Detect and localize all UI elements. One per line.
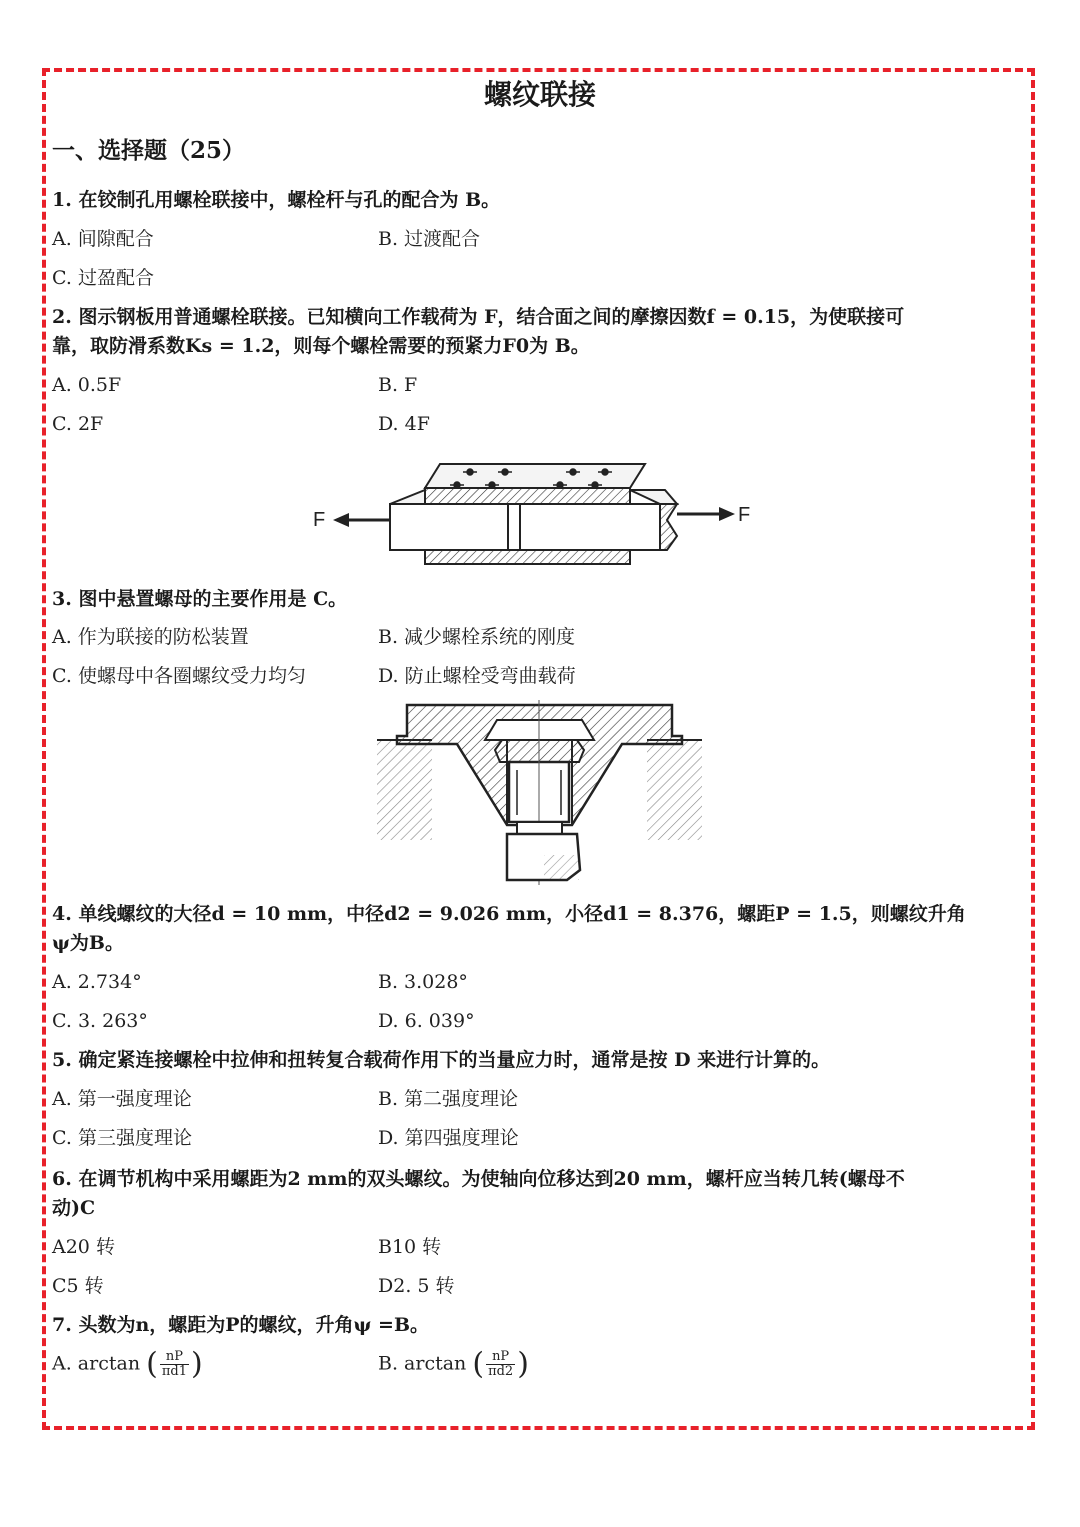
page-title: 螺纹联接 [483, 78, 596, 111]
question-3: 3. 图中悬置螺母的主要作用是 C。 [52, 588, 348, 610]
left-paren: ( [472, 1346, 485, 1382]
question-2-line-2: 靠，取防滑系数Ks = 1.2，则每个螺栓需要的预紧力F0为 B。 [52, 335, 590, 357]
q5-option-a: A. 第一强度理论 [52, 1088, 192, 1110]
q4-option-b: B. 3.028° [378, 971, 468, 993]
fraction-a-denominator: πd1 [161, 1364, 187, 1379]
q3-option-a: A. 作为联接的防松装置 [52, 626, 249, 648]
q3-option-b: B. 减少螺栓系统的刚度 [378, 626, 576, 648]
fraction-a-numerator: nP [160, 1350, 189, 1365]
q1-option-c: C. 过盈配合 [52, 267, 154, 289]
section-heading: 一、选择题（25） [52, 137, 246, 164]
force-label-left: F [313, 509, 326, 531]
fraction-b-denominator: πd2 [488, 1364, 514, 1379]
q6-option-a: A20 转 [52, 1236, 115, 1258]
bolted-plates-figure [305, 450, 765, 575]
q2-option-d: D. 4F [378, 413, 430, 435]
question-6-line-2: 动)C [52, 1197, 96, 1219]
q3-option-d: D. 防止螺栓受弯曲载荷 [378, 665, 576, 687]
suspended-nut-figure [372, 700, 707, 885]
fraction-b [486, 1350, 515, 1379]
fraction-b-numerator: nP [486, 1350, 515, 1365]
q6-option-b: B10 转 [378, 1236, 442, 1258]
question-2-line-1: 2. 图示钢板用普通螺栓联接。已知横向工作载荷为 F，结合面之间的摩擦因数f = 0.15，为使联接可 [52, 306, 905, 328]
question-4-line-1: 4. 单线螺纹的大径d = 10 mm，中径d2 = 9.026 mm，小径d1 = 8.376，螺距P = 1.5，则螺纹升角 [52, 903, 966, 925]
q2-option-c: C. 2F [52, 413, 104, 435]
question-5: 5. 确定紧连接螺栓中拉伸和扭转复合载荷作用下的当量应力时，通常是按 D 来进行计算的。 [52, 1049, 831, 1071]
left-paren: ( [146, 1346, 158, 1382]
q4-option-c: C. 3. 263° [52, 1010, 148, 1032]
q6-option-d: D2. 5 转 [378, 1275, 455, 1297]
q4-option-d: D. 6. 039° [378, 1010, 475, 1032]
question-1: 1. 在铰制孔用螺栓联接中，螺栓杆与孔的配合为 B。 [52, 189, 501, 211]
fraction-a [160, 1350, 189, 1379]
q7-option-a-prefix: A. arctan [52, 1352, 141, 1375]
q3-option-c: C. 使螺母中各圈螺纹受力均匀 [52, 665, 306, 687]
q5-option-c: C. 第三强度理论 [52, 1127, 192, 1149]
right-paren: ) [517, 1346, 529, 1382]
q4-option-a: A. 2.734° [52, 971, 142, 993]
q7-option-a [52, 1346, 203, 1382]
right-paren: ) [190, 1346, 203, 1382]
q5-option-b: B. 第二强度理论 [378, 1088, 519, 1110]
question-7: 7. 头数为n，螺距为P的螺纹，升角ψ =B。 [52, 1314, 430, 1336]
q1-option-a: A. 间隙配合 [52, 228, 154, 250]
question-4-line-2: ψ为B。 [52, 932, 124, 954]
q6-option-c: C5 转 [52, 1275, 104, 1297]
q7-option-b [378, 1346, 529, 1382]
question-6-line-1: 6. 在调节机构中采用螺距为2 mm的双头螺纹。为使轴向位移达到20 mm，螺杆应当转几转(螺母不 [52, 1168, 905, 1190]
q2-option-b: B. F [378, 374, 418, 396]
q2-option-a: A. 0.5F [52, 374, 122, 396]
q7-option-b-prefix: B. arctan [378, 1352, 467, 1375]
q1-option-b: B. 过渡配合 [378, 228, 481, 250]
q5-option-d: D. 第四强度理论 [378, 1127, 519, 1149]
force-label-right: F [738, 504, 751, 526]
